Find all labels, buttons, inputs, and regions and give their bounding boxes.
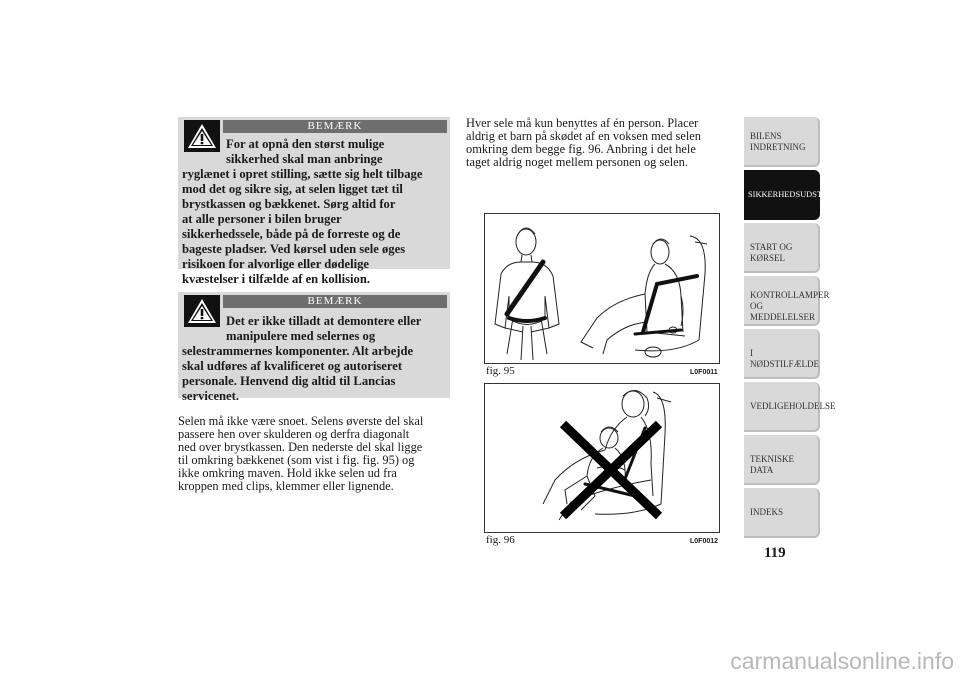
tab-label: VEDLIGEHOLDELSE xyxy=(750,401,836,411)
figure-96-illustration xyxy=(485,384,719,532)
tab-sikkerhedsudstyr[interactable] xyxy=(744,170,834,220)
tab-kontrollamper[interactable] xyxy=(744,276,830,326)
warning-text-2 xyxy=(182,314,444,404)
warning-line: bageste pladser. Ved kørsel uden sele øges xyxy=(182,242,406,256)
warning-line: brystkassen og bækkenet. Sørg altid for xyxy=(182,197,396,211)
tab-label: INDRETNING xyxy=(750,142,806,152)
paragraph-line: omkring dem begge fig. 96. Anbring i det hele xyxy=(466,142,696,156)
figure-96-child-on-lap-prohibited xyxy=(484,383,720,533)
paragraph-line: taget aldrig noget mellem personen og selen. xyxy=(466,155,688,169)
seatbelt-instructions-paragraph xyxy=(178,415,453,493)
tab-indeks[interactable] xyxy=(744,488,820,538)
warning-title-2: BEMÆRK xyxy=(223,295,447,308)
tab-label: KONTROLLAMPER xyxy=(750,290,830,300)
warning-line: For at opnå den størst mulige xyxy=(226,137,385,151)
one-person-paragraph xyxy=(466,117,746,169)
tab-i-nodstilfaelde[interactable] xyxy=(744,329,820,379)
tab-bilens-indretning[interactable] xyxy=(744,117,820,167)
warning-line: at alle personer i bilen bruger xyxy=(182,212,342,226)
warning-line: sikkerhedssele, både på de forreste og de xyxy=(182,227,401,241)
figure-95-illustration xyxy=(485,214,719,363)
warning-line: personale. Henvend dig altid til Lancias xyxy=(182,374,396,388)
paragraph-line: kroppen med clips, klemmer eller lignende. xyxy=(178,479,394,493)
warning-line: selestrammernes komponenter. Alt arbejde xyxy=(182,344,414,358)
warning-line: mod det og sikre sig, at selen ligget tæt til xyxy=(182,182,403,196)
figure-95-caption: fig. 95 xyxy=(486,365,515,377)
tab-label: I NØDSTILFÆLDE xyxy=(750,348,819,369)
warning-line: sikkerhed skal man anbringe xyxy=(226,152,383,166)
warning-box-2 xyxy=(178,292,450,403)
warning-line: manipulere med selernes og xyxy=(226,329,376,343)
paragraph-line: til omkring bækkenet (som vist i fig. fig. 95) og xyxy=(178,453,415,467)
tab-label: TEKNISKE DATA xyxy=(750,454,794,475)
warning-line: servicenet. xyxy=(182,389,239,403)
warning-box-1 xyxy=(178,117,450,286)
tab-label: INDEKS xyxy=(750,507,783,517)
tab-label: BILENS xyxy=(750,131,782,141)
warning-line: kvæstelser i tilfælde af en kollision. xyxy=(182,272,370,286)
tab-start-og-korsel[interactable] xyxy=(744,223,820,273)
warning-line: Det er ikke tilladt at demontere eller xyxy=(226,314,422,328)
watermark: carmanualsonline.info xyxy=(730,648,954,674)
paragraph-line: Selen må ikke være snoet. Selens øverste del skal xyxy=(178,414,424,428)
paragraph-line: ikke omkring maven. Hold ikke selen ud fra xyxy=(178,466,397,480)
tab-tekniske-data[interactable] xyxy=(744,435,820,485)
figure-95-code: L0F0011 xyxy=(690,369,718,376)
warning-text-1 xyxy=(182,137,444,287)
paragraph-line: aldrig et barn på skødet af en voksen med selen xyxy=(466,129,701,143)
figure-96-code: L0F0012 xyxy=(690,538,719,545)
paragraph-line: ned over brystkassen. Den nederste del skal ligge xyxy=(178,440,423,454)
warning-line: risikoen for alvorlige eller dødelige xyxy=(182,257,370,271)
tab-label: START OG KØRSEL xyxy=(750,242,793,263)
figure-96-caption: fig. 96 xyxy=(486,534,515,546)
warning-title-1: BEMÆRK xyxy=(223,120,447,133)
warning-line: ryglænet i opret stilling, sætte sig helt tilbage xyxy=(182,167,423,181)
warning-line: skal udføres af kvalificeret og autoriseret xyxy=(182,359,403,373)
paragraph-line: Hver sele må kun benyttes af én person. Placer xyxy=(466,116,699,130)
figure-95-seatbelt-correct xyxy=(484,213,720,364)
paragraph-line: passere hen over skulderen og derfra diagonalt xyxy=(178,427,410,441)
tab-vedligeholdelse[interactable] xyxy=(744,382,836,432)
tab-label: OG MEDDELELSER xyxy=(750,301,815,322)
page-number: 119 xyxy=(764,545,786,561)
tab-label: SIKKERHEDSUDSTYR xyxy=(748,190,834,199)
